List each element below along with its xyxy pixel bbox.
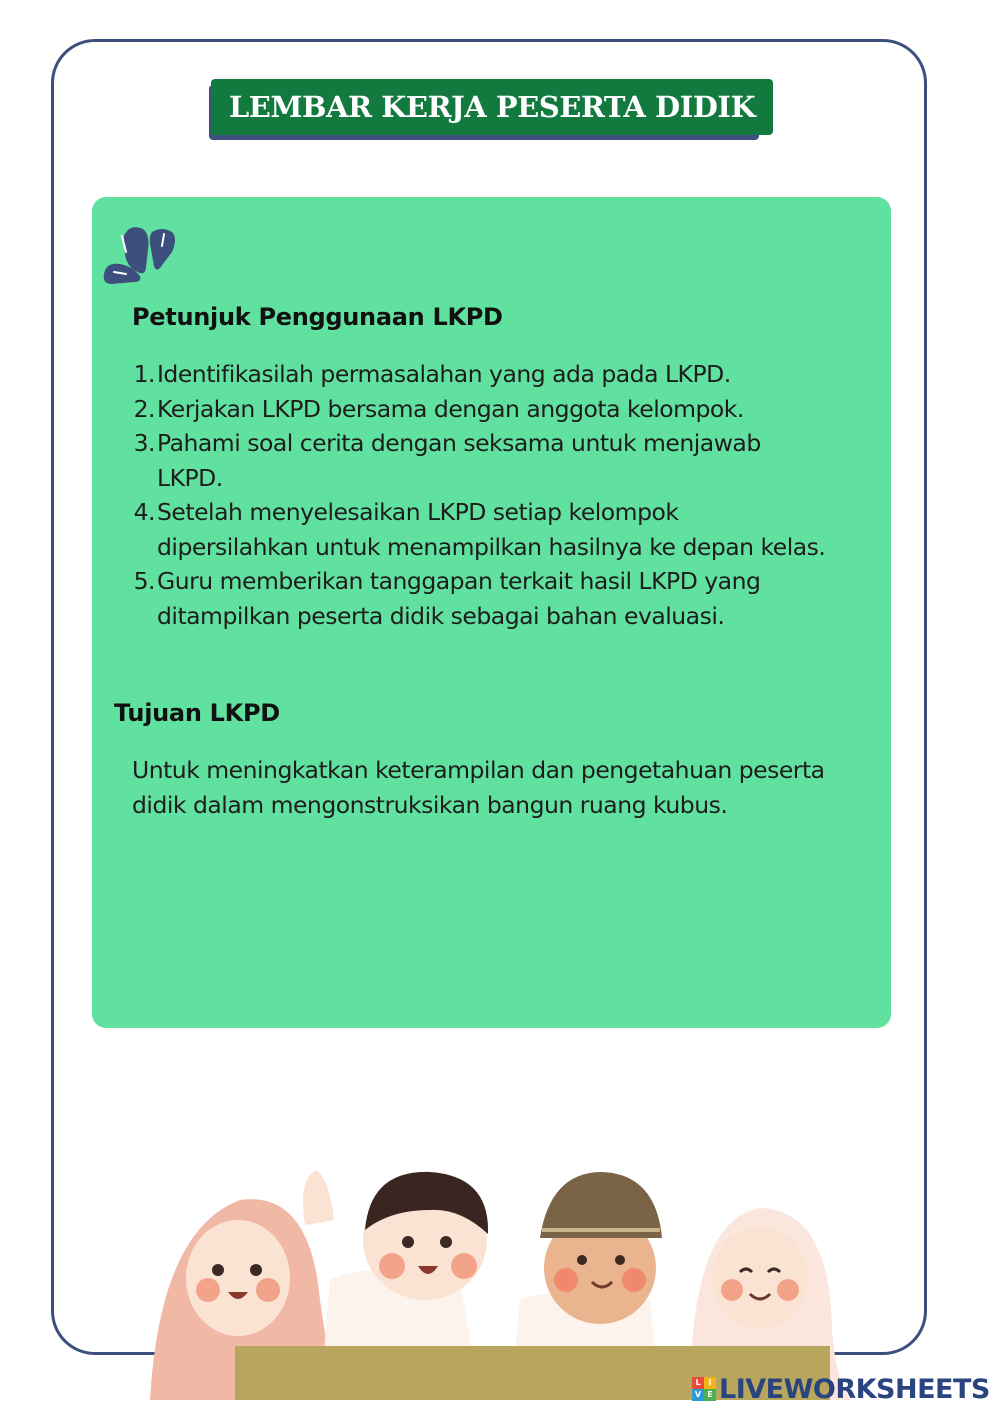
brand-name: LIVEWORKSHEETS	[719, 1373, 990, 1405]
list-item: 3. Pahami soal cerita dengan seksama untuk menjawab LKPD.	[133, 429, 761, 492]
title-banner-box	[211, 79, 773, 135]
list-item: 2. Kerjakan LKPD bersama dengan anggota kelompok.	[133, 394, 744, 423]
goal-text: Untuk meningkatkan keterampilan dan pengetahuan peserta didik dalam mengonstruksikan bangun ruang kubus.	[132, 756, 825, 819]
spark-decoration-icon	[100, 222, 182, 288]
liveworksheets-brand	[692, 1372, 990, 1406]
title-banner	[209, 79, 773, 141]
instructions-heading: Petunjuk Penggunaan LKPD	[132, 303, 503, 331]
list-item: 4. Setelah menyelesaikan LKPD setiap kelompok dipersilahkan untuk menampilkan hasilnya ke depan kelas.	[133, 498, 826, 561]
children-illustration	[130, 1150, 850, 1400]
goal-heading: Tujuan LKPD	[114, 699, 280, 727]
list-item: 5. Guru memberikan tanggapan terkait hasil LKPD yang ditampilkan peserta didik sebagai bahan evaluasi.	[133, 567, 761, 630]
liveworksheets-logo-icon: L I V E	[692, 1377, 716, 1401]
page-title: LEMBAR KERJA PESERTA DIDIK	[228, 90, 756, 124]
instructions-list	[130, 357, 830, 633]
list-item: 1. Identifikasilah permasalahan yang ada pada LKPD.	[133, 360, 731, 388]
